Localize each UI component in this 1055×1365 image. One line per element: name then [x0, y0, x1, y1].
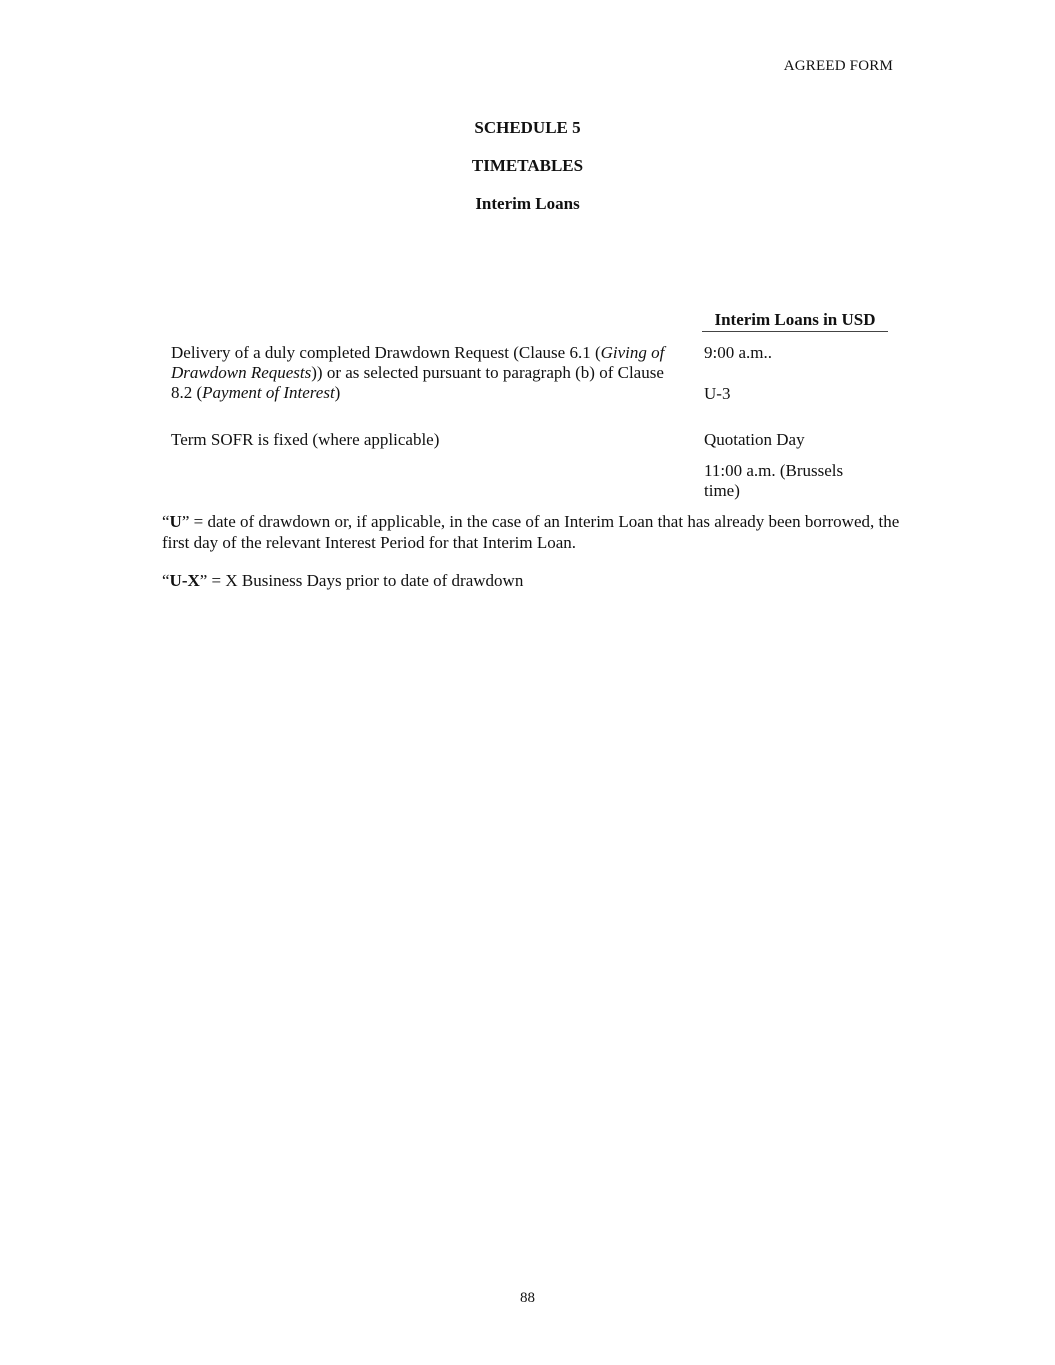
table-row-1-value-2: U-3 [704, 384, 731, 403]
timetables-title: TIMETABLES [471, 156, 584, 175]
column-header-interim-loans-usd: Interim Loans in USD [702, 310, 888, 332]
schedule-title: SCHEDULE 5 [474, 118, 581, 137]
definition-u-text: ” = date of drawdown or, if applicable, in the case of an Interim Loan that has already been borrowed, the first day of the relevant Interest Period for that Interim Loan. [162, 512, 900, 552]
definition-u-open-quote: “ [162, 512, 170, 531]
definition-u [162, 511, 902, 553]
row-1-text-italic1: Giving of Drawdown Requests [171, 343, 665, 382]
definition-u-x-text: ” = X Business Days prior to date of drawdown [199, 571, 524, 590]
table-row-2-description: Term SOFR is fixed (where applicable) [171, 430, 440, 449]
definition-u-x-term: U-X [169, 571, 200, 590]
row-1-text-part3: ) [334, 383, 341, 402]
page-number: 88 [520, 1290, 535, 1306]
table-row-1-value-1: 9:00 a.m.. [704, 343, 772, 362]
table-row-2-value-2: 11:00 a.m. (Brussels time) [704, 461, 844, 500]
row-1-text-italic2: Payment of Interest [202, 383, 335, 402]
agreed-form-label: AGREED FORM [783, 58, 893, 74]
definition-u-term: U [169, 512, 182, 531]
section-title: Interim Loans [475, 194, 580, 213]
table-row-2-value-1: Quotation Day [704, 430, 805, 449]
table-row-1-description [171, 343, 681, 403]
row-1-text-part2: )) or as selected pursuant to paragraph (b) of Clause 8.2 ( [171, 363, 664, 402]
definition-u-x [162, 570, 902, 591]
definition-u-x-open-quote: “ [162, 571, 170, 590]
row-1-text-part1: Delivery of a duly completed Drawdown Request (Clause 6.1 ( [171, 343, 601, 362]
